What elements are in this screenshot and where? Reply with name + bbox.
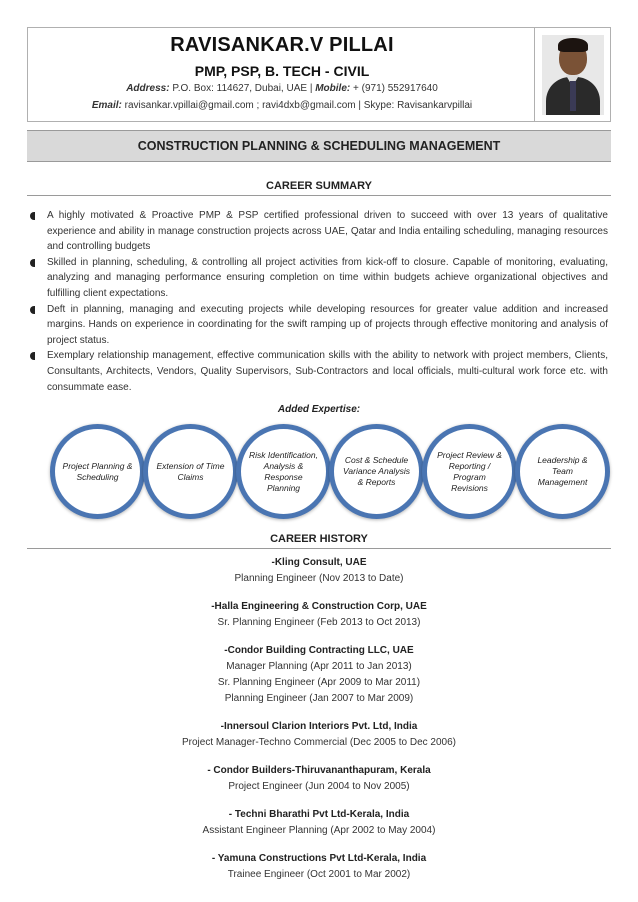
bullet-icon: [30, 306, 35, 314]
bullet-icon: [30, 352, 35, 360]
summary-text: A highly motivated & Proactive PMP & PSP certified professional driven to succeed with over 13 years of qualitative experience and ability in manage construction projects across UAE, Qatar and India entailing scheduling, managing resources and controlling budgets: [47, 210, 608, 253]
job-role: Assistant Engineer Planning (Apr 2002 to May 2004): [202, 825, 436, 836]
expertise-label: Leadership & Team Management: [537, 455, 588, 487]
career-summary-heading: CAREER SUMMARY: [27, 180, 611, 196]
career-history-heading: CAREER HISTORY: [27, 533, 611, 549]
company-name: - Condor Builders-Thiruvananthapuram, Kerala: [207, 765, 431, 776]
candidate-name: RAVISANKAR.V PILLAI: [170, 34, 394, 56]
expertise-circle: [515, 424, 610, 519]
job-role: Trainee Engineer (Oct 2001 to Mar 2002): [227, 869, 411, 880]
company-name: -Condor Building Contracting LLC, UAE: [224, 645, 414, 656]
job-role: Sr. Planning Engineer (Apr 2009 to Mar 2011): [217, 677, 421, 688]
job-role: Planning Engineer (Nov 2013 to Date): [234, 573, 404, 584]
expertise-label: Risk Identification, Analysis & Response Planning: [249, 449, 318, 493]
bullet-icon: [30, 259, 35, 267]
bullet-icon: [30, 212, 35, 220]
company-name: -Halla Engineering & Construction Corp, UAE: [211, 601, 427, 612]
address-label: Address:: [126, 83, 170, 94]
job-role: Project Manager-Techno Commercial (Dec 2005 to Dec 2006): [181, 737, 456, 748]
email-label: Email:: [91, 100, 122, 111]
expertise-circle: [143, 424, 238, 519]
profile-banner: CONSTRUCTION PLANNING & SCHEDULING MANAGEMENT: [27, 130, 611, 162]
expertise-circle: [422, 424, 517, 519]
added-expertise-heading: Added Expertise:: [277, 404, 361, 415]
summary-item: [30, 208, 608, 255]
job-entry: [27, 851, 611, 883]
job-entry: [27, 643, 611, 707]
company-name: - Techni Bharathi Pvt Ltd-Kerala, India: [228, 809, 410, 820]
summary-item: [30, 348, 608, 395]
email-line: [28, 100, 536, 111]
email-text[interactable]: ravisankar.vpillai@gmail.com ; ravi4dxb@gmail.com | Skype: Ravisankarvpillai: [121, 100, 473, 111]
job-entry: [27, 763, 611, 795]
summary-text: Exemplary relationship management, effective communication skills with the ability to network with project members, Clients, Consultants, Architects, Vendors, Quality Supervisors, Sub-Contractors and local officials, multi-cultural work force etc. with consummate ease.: [47, 350, 608, 393]
expertise-label: Extension of Time Claims: [156, 460, 225, 482]
qualifications: PMP, PSP, B. TECH - CIVIL: [194, 63, 370, 79]
company-name: - Yamuna Constructions Pvt Ltd-Kerala, India: [211, 853, 427, 864]
job-entry: [27, 555, 611, 587]
job-role: Manager Planning (Apr 2011 to Jan 2013): [226, 661, 412, 672]
expertise-label: Project Planning & Scheduling: [62, 460, 133, 482]
job-role: Project Engineer (Jun 2004 to Nov 2005): [228, 781, 410, 792]
photo-cell: [534, 28, 610, 121]
mobile-text: + (971) 552917640: [350, 83, 438, 94]
summary-text: Deft in planning, managing and executing projects while developing resources for greater value addition and increased margins. Hands on experience in coordinating for the swift ramping up of projects through effective monitoring and analysis of project status.: [47, 303, 608, 346]
summary-list: [30, 208, 608, 395]
address-text: P.O. Box: 114627, Dubai, UAE |: [169, 83, 316, 94]
job-entry: [27, 719, 611, 751]
expertise-label: Cost & Schedule Variance Analysis & Reports: [343, 455, 410, 487]
company-name: -Innersoul Clarion Interiors Pvt. Ltd, India: [220, 721, 418, 732]
profile-photo: [542, 35, 604, 115]
job-entry: [27, 599, 611, 631]
expertise-circle: [50, 424, 145, 519]
job-entry: [27, 807, 611, 839]
mobile-label: Mobile:: [315, 83, 351, 94]
expertise-label: Project Review & Reporting / Program Revisions: [437, 449, 502, 493]
expertise-flow: [50, 418, 610, 526]
career-history: [27, 555, 611, 895]
job-role: Sr. Planning Engineer (Feb 2013 to Oct 2013): [217, 617, 421, 628]
job-role: Planning Engineer (Jan 2007 to Mar 2009): [224, 693, 414, 704]
expertise-circle: [329, 424, 424, 519]
summary-text: Skilled in planning, scheduling, & controlling all project activities from kick-off to closure. Capable of monitoring, evaluating, analyzing and managing performance ensuring completion on time within budgets achieve organizational objectives and fulfilling client expectations.: [47, 256, 608, 299]
address-line: [28, 83, 536, 94]
resume-header: [27, 27, 611, 122]
company-name: -Kling Consult, UAE: [271, 557, 367, 568]
expertise-circle: [236, 424, 331, 519]
summary-item: [30, 255, 608, 302]
summary-item: [30, 302, 608, 349]
